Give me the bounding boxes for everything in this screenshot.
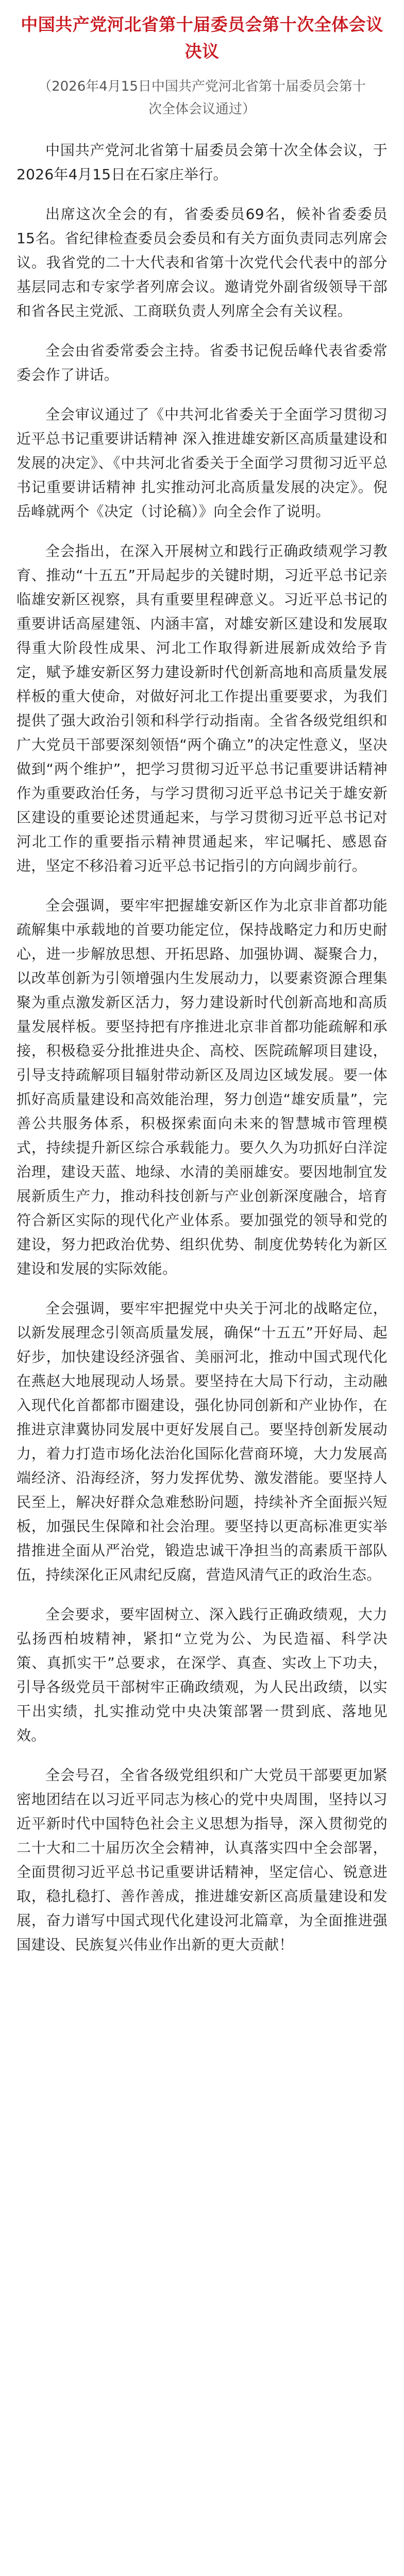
paragraph-5: 全会指出，在深入开展树立和践行正确政绩观学习教育、推动“十五五”开局起步的关键时期，习近平总书记亲临雄安新区视察，具有重要里程碑意义。习近平总书记的重要讲话高屋建瓴、内涵丰富，对雄安新区建设和发展取得重大阶段性成果、河北工作取得新进展新成效给予肯定，赋予雄安新区努力建设新时代创新高地和高质量发展样板的重大使命，对做好河北工作提出重要要求，为我们提供了强大政治引领和科学行动指南。全省各级党组织和广大党员干部要深刻领悟“两个确立”的决定性意义，坚决做到“两个维护”，把学习贯彻习近平总书记重要讲话精神作为重要政治任务，与学习贯彻习近平总书记关于雄安新区建设的重要论述贯通起来，与学习贯彻习近平总书记对河北工作的重要指示精神贯通起来，牢记嘱托、感恩奋进，坚定不移沿着习近平总书记指引的方向阔步前行。 <box>16 543 388 874</box>
paragraph-3: 全会由省委常委会主持。省委书记倪岳峰代表省委常委会作了讲话。 <box>16 342 388 383</box>
paragraph-9: 全会号召，全省各级党组织和广大党员干部要更加紧密地团结在以习近平同志为核心的党中央周围，坚持以习近平新时代中国特色社会主义思想为指导，深入贯彻党的二十大和二十届历次全会精神，认真落实四中全会部署，全面贯彻习近平总书记重要讲话精神，坚定信心、锐意进取，稳扎稳打、善作善成，推进雄安新区高质量建设和发展，奋力谱写中国式现代化建设河北篇章，为全面推进强国建设、民族复兴伟业作出新的更大贡献！ <box>16 1767 388 1953</box>
article-title: 中国共产党河北省第十届委员会第十次全体会议决议 <box>21 14 383 61</box>
paragraph-4: 全会审议通过了《中共河北省委关于全面学习贯彻习近平总书记重要讲话精神 深入推进雄安新区高质量建设和发展的决定》、《中共河北省委关于全面学习贯彻习近平总书记重要讲话精神 扎实推动河北高质量发展的决定》。倪岳峰就两个《决定（讨论稿）》向全会作了说明。 <box>16 406 388 520</box>
paragraph-8: 全会要求，要牢固树立、深入践行正确政绩观，大力弘扬西柏坡精神，紧扣“立党为公、为民造福、科学决策、真抓实干”总要求，在深学、真查、实改上下功夫，引导各级党员干部树牢正确政绩观，为人民出政绩，以实干出实绩，扎实推动党中央决策部署一贯到底、落地见效。 <box>16 1606 388 1744</box>
article-subtitle: （2026年4月15日中国共产党河北省第十届委员会第十次全体会议通过） <box>38 79 366 117</box>
paragraph-2: 出席这次全会的有，省委委员69名，候补省委委员15名。省纪律检查委员会委员和有关方面负责同志列席会议。我省党的二十大代表和省第十次党代会代表中的部分基层同志和专家学者列席会议。邀请党外副省级领导干部和省各民主党派、工商联负责人列席全会有关议程。 <box>16 206 388 319</box>
paragraph-7: 全会强调，要牢牢把握党中央关于河北的战略定位，以新发展理念引领高质量发展，确保“十五五”开好局、起好步，加快建设经济强省、美丽河北，推动中国式现代化在燕赵大地展现动人场景。要坚持在大局下行动，主动融入现代化首都都市圈建设，强化协同创新和产业协作，在推进京津冀协同发展中更好发展自己。要坚持创新发展动力，着力打造市场化法治化国际化营商环境，大力发展高端经济、沿海经济，努力发挥优势、激发潜能。要坚持人民至上，解决好群众急难愁盼问题，持续补齐全面振兴短板，加强民生保障和社会治理。要坚持以更高标准更实举措推进全面从严治党，锻造忠诚干净担当的高素质干部队伍，持续深化正风肃纪反腐，营造风清气正的政治生态。 <box>16 1300 388 1583</box>
paragraph-6: 全会强调，要牢牢把握雄安新区作为北京非首都功能疏解集中承载地的首要功能定位，保持战略定力和历史耐心，进一步解放思想、开拓思路、加强协调、凝聚合力，以改革创新为引领增强内生发展动力，以要素资源合理集聚为重点激发新区活力，努力建设新时代创新高地和高质量发展样板。要坚持把有序推进北京非首都功能疏解和承接，积极稳妥分批推进央企、高校、医院疏解项目建设，引导支持疏解项目辐射带动新区及周边区域发展。要一体抓好高质量建设和高效能治理，努力创造“雄安质量”，完善公共服务体系，积极探索面向未来的智慧城市管理模式，持续提升新区综合承载能力。要久久为功抓好白洋淀治理，建设天蓝、地绿、水清的美丽雄安。要因地制宜发展新质生产力，推动科技创新与产业创新深度融合，培育符合新区实际的现代化产业体系。要加强党的领导和党的建设，努力把政治优势、组织优势、制度优势转化为新区建设和发展的实际效能。 <box>16 897 388 1277</box>
paragraph-1: 中国共产党河北省第十届委员会第十次全体会议，于2026年4月15日在石家庄举行。 <box>16 142 388 183</box>
